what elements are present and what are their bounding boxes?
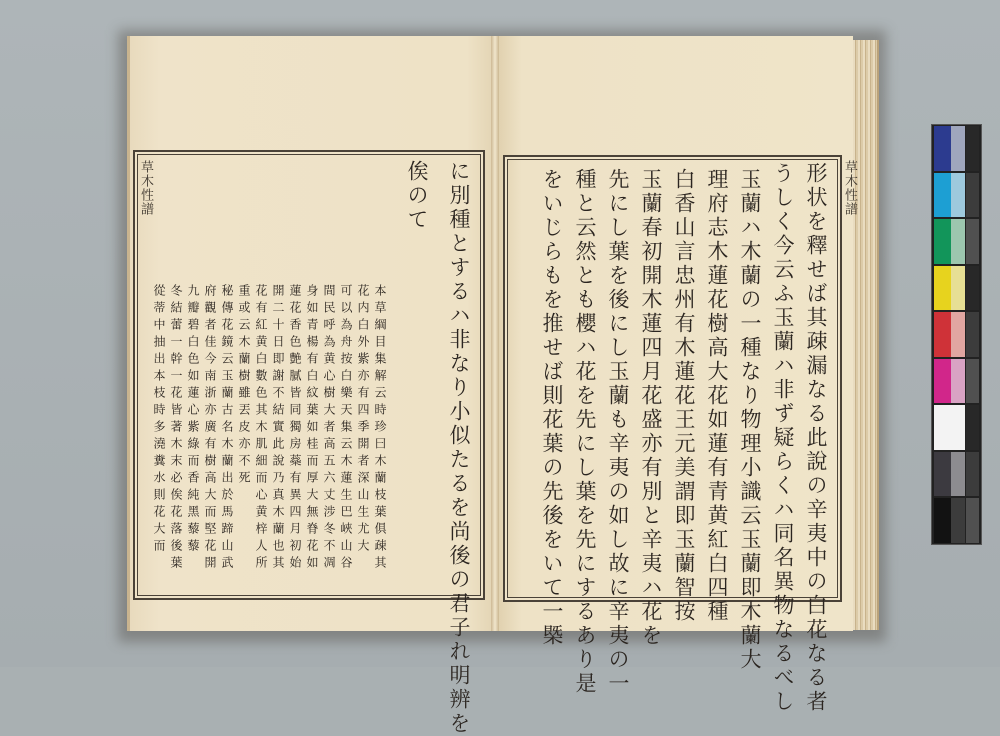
color-patch: [951, 126, 965, 171]
gray-patch: [966, 266, 979, 311]
color-patch: [951, 266, 965, 311]
gray-patch: [966, 452, 979, 497]
commentary-column: 從蒂中抽出本枝時多澆糞水則花大而: [152, 284, 166, 556]
gray-patch: [966, 173, 979, 218]
commentary-column: 花内白外紫亦有四季開者深山生尤大: [356, 284, 370, 556]
gray-patch: [966, 359, 979, 404]
color-patch: [934, 452, 951, 497]
gray-patch: [966, 498, 979, 543]
text-column: 玉蘭春初開木蓮四月花盛亦有別と辛夷ハ花を: [639, 168, 663, 648]
color-patch: [934, 359, 951, 404]
color-patch: [934, 405, 951, 450]
color-patch: [934, 219, 951, 264]
text-column: に別種とするハ非なり小似たるを尚後の君子れ明辨を: [447, 160, 471, 736]
right-page-header: 草木性譜: [842, 160, 857, 216]
commentary-column: 蓮花香色艶膩皆同獨房蘂有異四月初始: [288, 284, 302, 573]
text-column: 玉蘭ハ木蘭の一種なり物理小識云玉蘭即木蘭大: [738, 168, 762, 672]
color-patch: [934, 266, 951, 311]
color-patch: [951, 219, 965, 264]
gray-patch: [966, 312, 979, 357]
commentary-column: 間民呼為黄心樹大者高五六丈涉冬不凋: [322, 284, 336, 573]
commentary-column: 冬結蕾一幹一花皆著木末必俟花落後葉: [169, 284, 183, 573]
text-column: 理府志木蓮花樹高大花如蓮有青黄紅白四種: [705, 168, 729, 624]
commentary-column: 可以為舟按白樂天集云木蓮生巴峽山谷: [339, 284, 353, 573]
color-patch: [934, 126, 951, 171]
color-patch: [951, 452, 965, 497]
text-column: 先にし葉を後にし玉蘭も辛夷の如し故に辛夷の一: [606, 168, 630, 696]
color-patch: [934, 498, 951, 543]
book-spine: [491, 36, 499, 631]
text-column: うしく今云ふ玉蘭ハ非ず疑らくハ同名異物なるべし: [771, 162, 795, 714]
page-edges: [853, 40, 879, 630]
gray-patch: [966, 219, 979, 264]
gray-patch: [966, 126, 979, 171]
color-patch: [934, 173, 951, 218]
color-patch: [951, 359, 965, 404]
text-column: 白香山言忠州有木蓮花王元美謂即玉蘭智按: [672, 168, 696, 624]
text-column: 形状を釋せば其疎漏なる此說の辛夷中の白花なる者: [804, 162, 828, 714]
text-column: をいじらもを推せば則花葉の先後をいて一槩: [540, 168, 564, 648]
gray-patch: [966, 405, 979, 450]
color-patch: [951, 405, 965, 450]
color-patch: [951, 312, 965, 357]
left-page-header: 草木性譜: [138, 160, 153, 216]
commentary-column: 重或云木蘭樹雖丟皮亦不死: [237, 284, 251, 488]
color-calibration-card: [931, 124, 982, 545]
color-patch: [951, 498, 965, 543]
text-column: 俟のて: [405, 160, 429, 232]
commentary-column: 身如青楊有白紋葉如桂而厚大無脊花如: [305, 284, 319, 573]
text-column: 種と云然とも櫻ハ花を先にし葉を先にするあり是: [573, 168, 597, 696]
commentary-column: 開二十日即謝不結實此說乃真木蘭也其: [271, 284, 285, 573]
commentary-column: 九瓣碧白色如蓮心紫綠而香純黑藜藜: [186, 284, 200, 556]
commentary-column: 秘傳花鏡云玉蘭古名木蘭出於馬蹄山武: [220, 284, 234, 573]
commentary-column: 本草綱目集解云時珍曰木蘭枝葉俱疎其: [373, 284, 387, 573]
commentary-column: 花有紅黄白數色其木肌細而心黄梓人所: [254, 284, 268, 573]
color-patch: [951, 173, 965, 218]
commentary-column: 府觀者佳今南浙亦廣有樹高大而堅花開: [203, 284, 217, 573]
color-patch: [934, 312, 951, 357]
